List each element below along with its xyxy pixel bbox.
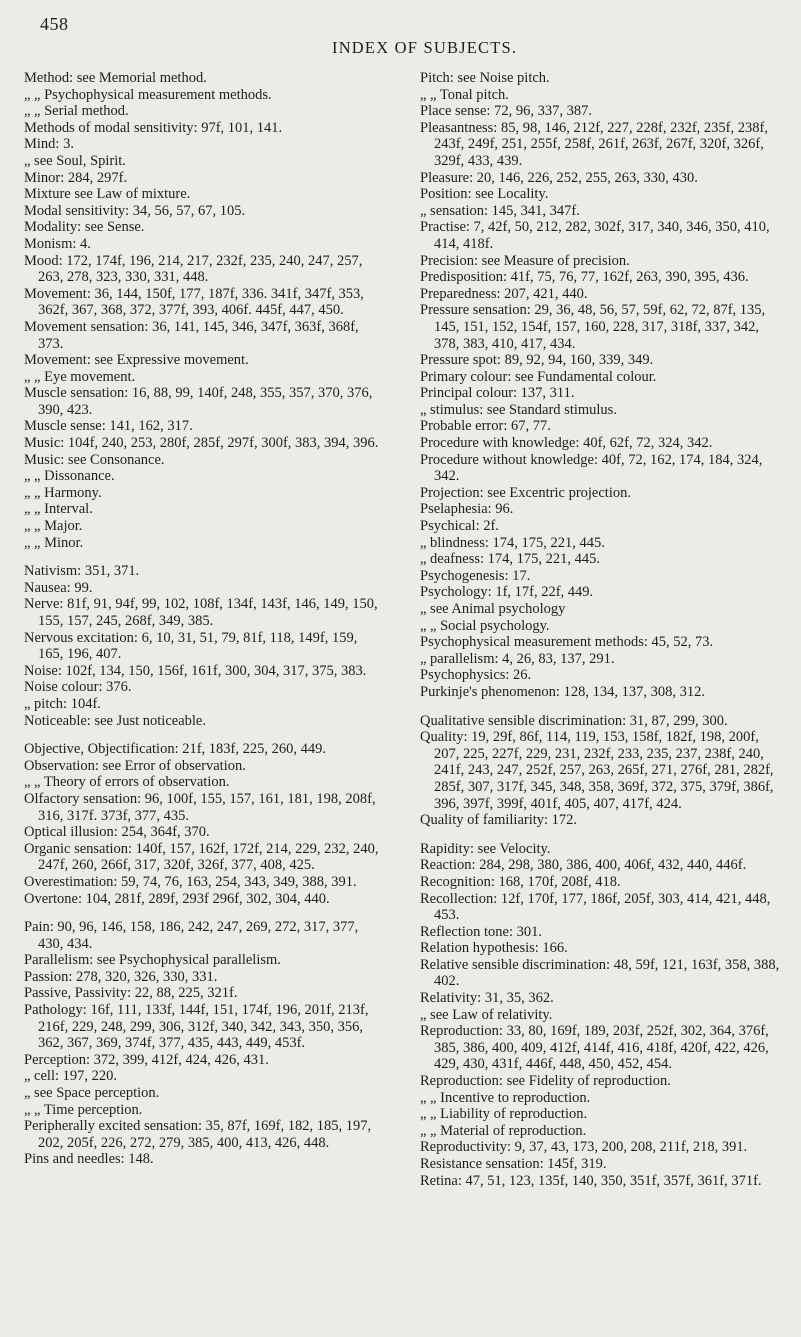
index-entry: Method: see Memorial method. <box>24 70 207 86</box>
index-entry: Quality of familiarity: 172. <box>420 812 578 829</box>
index-entry: Organic sensation: 140f, 157, 162f, 172f, 214, 229, 232, 240, 247f, 260, 266f, 317, 320f, 326f, 377, 408, 425. <box>24 840 379 874</box>
index-entry: Resistance sensation: 145f, 319. <box>420 1156 607 1172</box>
index-entry: Monism: 4. <box>24 235 91 252</box>
index-entry: „ „ Harmony. <box>24 484 102 501</box>
index-entry: Recognition: 168, 170f, 208f, 418. <box>420 873 621 890</box>
index-entry: „ „ Serial method. <box>24 103 129 120</box>
index-entry: Muscle sensation: 16, 88, 99, 140f, 248, 355, 357, 370, 376, 390, 423. <box>24 385 373 418</box>
index-entry: Recollection: 12f, 170f, 177, 186f, 205f, 303, 414, 421, 448, 453. <box>420 890 771 924</box>
index-entry: Overtone: 104, 281f, 289f, 293f 296f, 302, 304, 440. <box>24 890 330 907</box>
index-entry: „ deafness: 174, 175, 221, 445. <box>420 551 601 568</box>
index-entry: Retina: 47, 51, 123, 135f, 140, 350, 351f, 357f, 361f, 371f. <box>420 1172 762 1189</box>
index-entry: „ „ Psychophysical measurement methods. <box>24 86 272 103</box>
index-entry: Overestimation: 59, 74, 76, 163, 254, 343, 349, 388, 391. <box>24 873 357 890</box>
index-entry: Psychology: 1f, 17f, 22f, 449. <box>420 584 594 601</box>
index-entry: Olfactory sensation: 96, 100f, 155, 157, 161, 181, 198, 208f, 316, 317f. 373f, 377, 435. <box>24 790 376 824</box>
index-entry: Pleasure: 20, 146, 226, 252, 255, 263, 330, 430. <box>420 169 698 186</box>
index-entry: Passive, Passivity: 22, 88, 225, 321f. <box>24 985 238 1002</box>
index-entry: Precision: see Measure of precision. <box>420 252 630 269</box>
index-entry: Relative sensible discrimination: 48, 59f, 121, 163f, 358, 388, 402. <box>420 956 780 990</box>
index-entry: Mixture see Law of mixture. <box>24 186 191 203</box>
index-entry: Psychophysics: 26. <box>420 667 532 684</box>
index-entry: Reproductivity: 9, 37, 43, 173, 200, 208, 211f, 218, 391. <box>420 1139 748 1156</box>
index-entry: Modal sensitivity: 34, 56, 57, 67, 105. <box>24 202 246 219</box>
index-entry: Probable error: 67, 77. <box>420 418 551 435</box>
index-entry: „ „ Social psychology. <box>420 617 550 634</box>
section-gap <box>24 551 380 563</box>
index-entry: Pressure sensation: 29, 36, 48, 56, 57, 59f, 62, 72, 87f, 135, 145, 151, 152, 154f, 157, 160, 228, 317, 318f, 337, 342, 378, 383, 410, 417, 434. <box>420 302 766 352</box>
index-entry: Modality: see Sense. <box>24 219 145 236</box>
index-entry: „ see Soul, Spirit. <box>24 152 126 169</box>
index-entry: Psychogenesis: 17. <box>420 567 531 584</box>
index-entry: Procedure with knowledge: 40f, 62f, 72, 324, 342. <box>420 435 713 452</box>
index-entry: „ „ Major. <box>24 518 83 535</box>
index-entry: Peripherally excited sensation: 35, 87f, 169f, 182, 185, 197, 202, 205f, 226, 272, 279, 385, 400, 413, 426, 448. <box>24 1118 372 1151</box>
index-entry: Music: see Consonance. <box>24 451 165 468</box>
index-entry: Methods of modal sensitivity: 97f, 101, 141. <box>24 119 283 136</box>
index-entry: „ „ Dissonance. <box>24 468 115 485</box>
index-entry: Muscle sense: 141, 162, 317. <box>24 418 193 435</box>
index-entry: Perception: 372, 399, 412f, 424, 426, 431. <box>24 1051 269 1068</box>
index-entry: Mind: 3. <box>24 136 74 153</box>
index-entry: Purkinje's phenomenon: 128, 134, 137, 308, 312. <box>420 683 705 700</box>
index-entry: Reflection tone: 301. <box>420 923 543 940</box>
index-entry: Movement: see Expressive movement. <box>24 352 249 369</box>
index-entry: „ „ Incentive to reproduction. <box>420 1089 591 1106</box>
index-entry: Optical illusion: 254, 364f, 370. <box>24 824 210 841</box>
index-entry: Psychical: 2f. <box>420 518 499 535</box>
index-entry: „ sensation: 145, 341, 347f. <box>420 202 580 219</box>
index-entry: Reproduction: 33, 80, 169f, 189, 203f, 252f, 302, 364, 376f, 385, 386, 400, 409, 412f, 414f, 416, 418f, 420f, 422, 426, 429, 430, 431f, 446f, 448, 450, 452, 454. <box>420 1023 769 1073</box>
index-entry: „ stimulus: see Standard stimulus. <box>420 401 617 418</box>
index-entry: „ pitch: 104f. <box>24 695 101 712</box>
index-entry: Principal colour: 137, 311. <box>420 385 575 402</box>
index-entry: Pressure spot: 89, 92, 94, 160, 339, 349. <box>420 352 654 369</box>
index-entry: Pselaphesia: 96. <box>420 501 514 518</box>
index-entry: „ see Animal psychology <box>420 601 566 617</box>
index-entry: Qualitative sensible discrimination: 31, 87, 299, 300. <box>420 712 728 729</box>
index-entry: Practise: 7, 42f, 50, 212, 282, 302f, 317, 340, 346, 350, 410, 414, 418f. <box>420 219 770 252</box>
index-entry: Passion: 278, 320, 326, 330, 331. <box>24 968 218 985</box>
index-entry: Nausea: 99. <box>24 579 93 596</box>
section-gap <box>24 729 380 741</box>
index-entry: Place sense: 72, 96, 337, 387. <box>420 103 592 120</box>
index-entry: Pathology: 16f, 111, 133f, 144f, 151, 174f, 196, 201f, 213f, 216f, 229, 248, 299, 306, 312f, 340, 342, 343, 350, 356, 362, 367, 369, 374f, 377, 435, 443, 449, 453f. <box>24 1002 369 1052</box>
index-entry: Rapidity: see Velocity. <box>420 840 551 857</box>
index-entry: Reaction: 284, 298, 380, 386, 400, 406f, 432, 440, 446f. <box>420 857 747 874</box>
index-entry: Noticeable: see Just noticeable. <box>24 712 206 729</box>
index-entry: „ „ Minor. <box>24 534 84 551</box>
index-entry: Nervous excitation: 6, 10, 31, 51, 79, 81f, 118, 149f, 159, 165, 196, 407. <box>24 629 358 663</box>
index-entry: „ „ Liability of reproduction. <box>420 1106 588 1123</box>
index-entry: „ see Law of relativity. <box>420 1006 553 1023</box>
index-entry: Pain: 90, 96, 146, 158, 186, 242, 247, 269, 272, 317, 377, 430, 434. <box>24 919 359 952</box>
index-entry: „ „ Tonal pitch. <box>420 86 509 103</box>
index-entry: „ „ Time perception. <box>24 1101 143 1118</box>
index-entry: Primary colour: see Fundamental colour. <box>420 368 657 385</box>
index-entry: Observation: see Error of observation. <box>24 757 246 774</box>
index-entry: Minor: 284, 297f. <box>24 169 128 186</box>
index-entry: Nerve: 81f, 91, 94f, 99, 102, 108f, 134f, 143f, 146, 149, 150, 155, 157, 245, 268f, 349, 385. <box>24 596 378 629</box>
index-column-left <box>24 70 380 1168</box>
index-column-right <box>420 70 786 1189</box>
index-entry: Noise: 102f, 134, 150, 156f, 161f, 300, 304, 317, 375, 383. <box>24 662 367 679</box>
index-entry: „ cell: 197, 220. <box>24 1068 118 1085</box>
index-entry: Pitch: see Noise pitch. <box>420 70 550 86</box>
section-gap <box>24 907 380 919</box>
index-entry: Procedure without knowledge: 40f, 72, 162, 174, 184, 324, 342. <box>420 451 763 485</box>
index-entry: Pleasantness: 85, 98, 146, 212f, 227, 228f, 232f, 235f, 238f, 243f, 249f, 251, 255f, 258f, 261f, 263f, 267f, 320f, 326f, 329f, 433, 439. <box>420 119 768 169</box>
index-entry: Objective, Objectification: 21f, 183f, 225, 260, 449. <box>24 741 327 758</box>
index-entry: Predisposition: 41f, 75, 76, 77, 162f, 263, 390, 395, 436. <box>420 269 749 286</box>
index-entry: Psychophysical measurement methods: 45, 52, 73. <box>420 634 714 651</box>
index-entry: „ „ Interval. <box>24 501 93 518</box>
index-entry: Preparedness: 207, 421, 440. <box>420 285 588 302</box>
index-entry: Music: 104f, 240, 253, 280f, 285f, 297f, 300f, 383, 394, 396. <box>24 435 379 452</box>
index-entry: Movement: 36, 144, 150f, 177, 187f, 336. 341f, 347f, 353, 362f, 367, 368, 372, 377f, 393, 406f. 445f, 447, 450. <box>24 285 364 319</box>
index-entry: Pins and needles: 148. <box>24 1151 154 1168</box>
index-entry: „ blindness: 174, 175, 221, 445. <box>420 534 605 551</box>
index-entry: „ parallelism: 4, 26, 83, 137, 291. <box>420 650 615 667</box>
section-gap <box>420 829 786 841</box>
index-entry: „ see Space perception. <box>24 1085 160 1102</box>
index-entry: Mood: 172, 174f, 196, 214, 217, 232f, 235, 240, 247, 257, 263, 278, 323, 330, 331, 448. <box>24 252 363 286</box>
index-entry: Nativism: 351, 371. <box>24 563 140 580</box>
index-entry: Movement sensation: 36, 141, 145, 346, 347f, 363f, 368f, 373. <box>24 318 359 352</box>
index-entry: Projection: see Excentric projection. <box>420 484 631 501</box>
index-entry: Relativity: 31, 35, 362. <box>420 990 554 1007</box>
index-entry: Quality: 19, 29f, 86f, 114, 119, 153, 158f, 182f, 198, 200f, 207, 225, 227f, 229, 231, 232f, 233, 235, 237, 238f, 240, 241f, 243, 247, 252f, 257, 263, 265f, 271, 276f, 281, 282f, 285f, 307, 317f, 345, 348, 358, 369f, 372, 375, 379f, 386f, 396, 397f, 399f, 401f, 405, 407, 417f, 424. <box>420 729 774 812</box>
index-entry: „ „ Theory of errors of observation. <box>24 774 230 791</box>
index-entry: Position: see Locality. <box>420 186 549 203</box>
index-entry: „ „ Material of reproduction. <box>420 1122 587 1139</box>
section-gap <box>420 701 786 713</box>
index-entry: Relation hypothesis: 166. <box>420 940 568 957</box>
page-number: 458 <box>40 14 69 34</box>
index-entry: Reproduction: see Fidelity of reproduction. <box>420 1073 671 1090</box>
running-head: INDEX OF SUBJECTS. <box>332 38 518 57</box>
index-entry: Noise colour: 376. <box>24 679 132 696</box>
index-entry: Parallelism: see Psychophysical parallelism. <box>24 952 281 969</box>
index-entry: „ „ Eye movement. <box>24 368 136 385</box>
